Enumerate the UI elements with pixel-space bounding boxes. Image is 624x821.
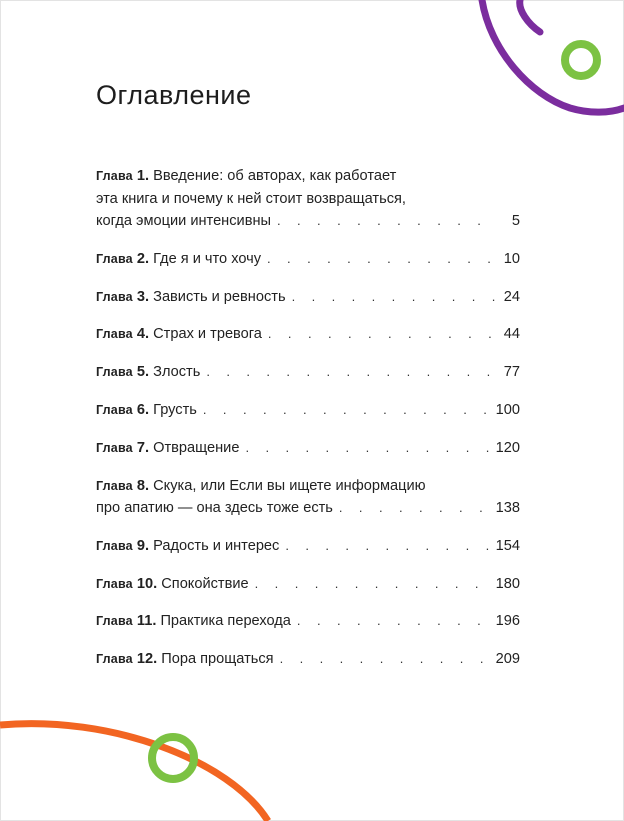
chapter-word: Глава <box>96 327 133 342</box>
toc-entry[interactable] <box>96 248 520 271</box>
dot-leader <box>277 210 496 233</box>
page-number: 138 <box>495 500 520 517</box>
dot-leader <box>267 248 496 271</box>
toc-entry[interactable] <box>96 535 520 558</box>
chapter-title: эта книга и почему к ней стоит возвращаться, <box>96 190 406 207</box>
toc-entry[interactable] <box>96 286 520 309</box>
chapter-word: Глава <box>96 289 133 304</box>
toc-entry-line <box>96 248 520 271</box>
toc-entry[interactable] <box>96 610 520 633</box>
chapter-number: 1. <box>136 168 150 184</box>
toc-entry-line <box>96 165 520 188</box>
page-number: 44 <box>503 326 520 343</box>
dot-leader <box>297 610 490 633</box>
toc-entry-line <box>96 648 520 671</box>
toc-entry[interactable] <box>96 399 520 422</box>
dot-leader <box>255 573 490 596</box>
chapter-number: 8. <box>136 477 150 494</box>
chapter-word: Глава <box>96 538 133 553</box>
page-number: 5 <box>511 213 520 229</box>
toc-entry-line <box>96 437 520 460</box>
chapter-word: Глава <box>96 576 133 591</box>
dot-leader <box>245 437 489 460</box>
toc-entry-line <box>96 399 520 422</box>
chapter-number: 3. <box>136 288 150 305</box>
chapter-title: Спокойствие <box>161 575 249 592</box>
toc-entry-line <box>96 361 520 384</box>
orange-arc-decoration <box>0 724 268 821</box>
chapter-title: Скука, или Если вы ищете информацию <box>153 477 426 494</box>
chapter-title: Радость и интерес <box>153 537 280 554</box>
chapter-number: 7. <box>136 439 150 456</box>
chapter-number: 9. <box>136 537 150 554</box>
chapter-word: Глава <box>96 402 133 417</box>
chapter-number: 11. <box>136 613 157 630</box>
dot-leader <box>206 361 496 384</box>
chapter-title: Страх и тревога <box>153 326 262 343</box>
page-number: 209 <box>495 651 520 668</box>
toc-entry-line <box>96 210 520 233</box>
toc-entry-line <box>96 610 520 633</box>
page-number: 196 <box>495 613 520 630</box>
dot-leader <box>268 323 496 346</box>
chapter-word: Глава <box>96 440 133 455</box>
chapter-title: когда эмоции интенсивны <box>96 213 271 229</box>
chapter-word: Глава <box>96 365 133 380</box>
toc-entry[interactable] <box>96 648 520 671</box>
chapter-number: 12. <box>136 651 158 668</box>
page-number: 120 <box>495 439 520 456</box>
toc-entry[interactable] <box>96 475 520 520</box>
table-of-contents <box>96 165 520 686</box>
toc-entry[interactable] <box>96 165 520 233</box>
page-title: Оглавление <box>96 80 252 110</box>
purple-curl-decoration <box>520 0 540 32</box>
chapter-title: Введение: об авторах, как работает <box>153 168 397 184</box>
chapter-word: Глава <box>96 169 133 183</box>
toc-entry-line <box>96 188 520 211</box>
chapter-number: 4. <box>136 326 150 343</box>
page-number: 24 <box>503 288 520 305</box>
dot-leader <box>292 286 496 309</box>
page-number: 180 <box>495 575 520 592</box>
toc-entry-line <box>96 323 520 346</box>
dot-leader <box>280 648 490 671</box>
chapter-number: 6. <box>136 401 150 418</box>
chapter-title: Где я и что хочу <box>153 250 262 267</box>
purple-arc-decoration <box>482 0 624 112</box>
chapter-number: 2. <box>136 250 150 267</box>
dot-leader <box>285 535 489 558</box>
toc-entry-line <box>96 475 520 498</box>
toc-entry-line <box>96 286 520 309</box>
dot-leader <box>203 399 490 422</box>
dot-leader <box>339 497 490 520</box>
toc-entry-line <box>96 535 520 558</box>
chapter-title: Злость <box>153 364 201 381</box>
toc-entry[interactable] <box>96 323 520 346</box>
chapter-title: Отвращение <box>153 439 240 456</box>
chapter-number: 5. <box>136 364 150 381</box>
chapter-title: Пора прощаться <box>161 651 274 668</box>
chapter-title: Практика перехода <box>160 613 291 630</box>
page-number: 10 <box>503 250 520 267</box>
chapter-title: про апатию — она здесь тоже есть <box>96 500 333 517</box>
chapter-word: Глава <box>96 478 133 493</box>
toc-entry-line <box>96 573 520 596</box>
toc-entry-line <box>96 497 520 520</box>
page-number: 77 <box>503 364 520 381</box>
chapter-word: Глава <box>96 614 133 629</box>
page-number: 154 <box>495 537 520 554</box>
chapter-title: Зависть и ревность <box>153 288 286 305</box>
chapter-word: Глава <box>96 652 133 667</box>
chapter-title: Грусть <box>153 401 197 418</box>
toc-entry[interactable] <box>96 437 520 460</box>
chapter-word: Глава <box>96 251 133 266</box>
green-ring-top <box>565 44 597 76</box>
chapter-number: 10. <box>136 575 158 592</box>
toc-entry[interactable] <box>96 361 520 384</box>
page-number: 100 <box>495 401 520 418</box>
toc-entry[interactable] <box>96 573 520 596</box>
